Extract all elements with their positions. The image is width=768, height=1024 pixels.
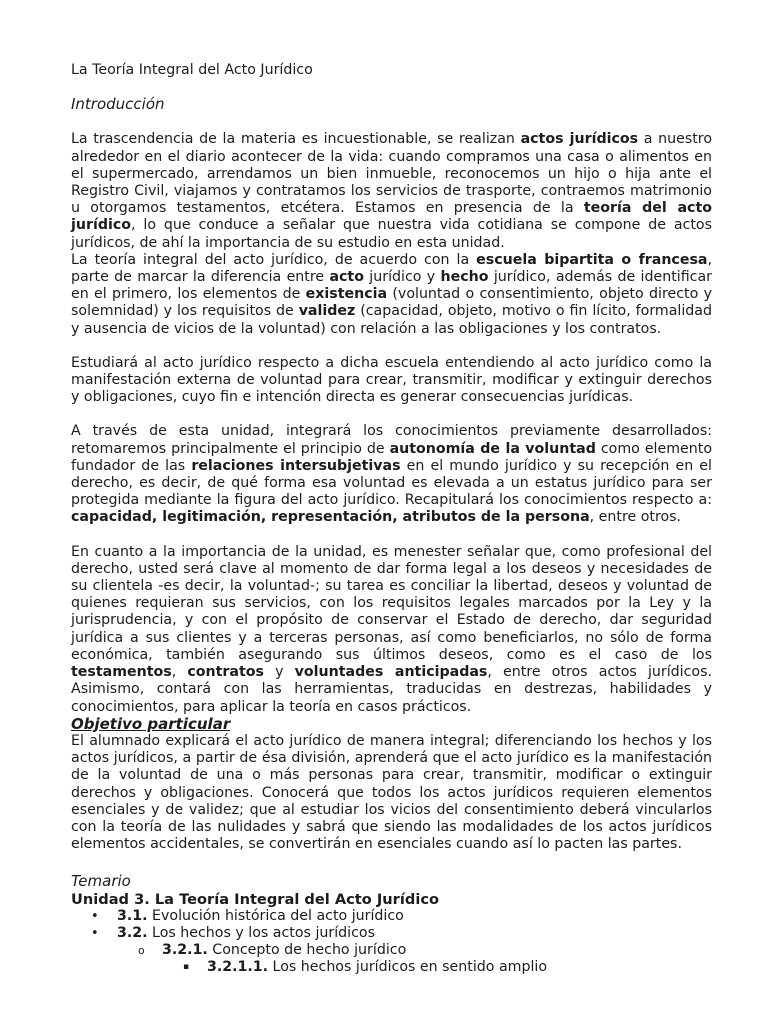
text-run: en el mundo jurídico y su recepción en el derecho, es decir, de qué forma esa voluntad es elevada a un estatus jurídico para ser protegida mediante la figura del acto jurídico. Recapitulará los conocimientos respecto a:	[71, 457, 712, 509]
text-run: como elemento fundador de las	[71, 440, 713, 474]
text-run: En cuanto a la importancia de la unidad, es menester señalar que, como profesional del derecho, usted será clave al momento de dar forma legal a los deseos y necesidades de su clientela -es decir, la voluntad-; su tarea es conciliar la libertad, deseos y voluntad de quienes requieran sus servicios, con los requisitos legales marcados por la Ley y la jurisprudencia, y con el propósito de conservar el Estado de derecho, dar seguridad jurídica a sus clientes y a terceras personas, así como beneficiarlos, no sólo de forma económica, también asegurando sus últimos deseos, como es el caso de los	[71, 543, 712, 663]
item-number: 3.2.1.	[162, 942, 208, 959]
temario-heading: Temario	[71, 872, 131, 891]
item-text: Evolución histórica del acto jurídico	[147, 907, 404, 924]
bold-term: escuela bipartita o francesa	[476, 251, 708, 268]
text-run: jurídico y	[363, 269, 441, 286]
bold-term: acto	[329, 269, 364, 286]
bold-term: testamentos	[71, 664, 172, 681]
document-title: La Teoría Integral del Acto Jurídico	[71, 62, 313, 78]
text-run: (capacidad, objeto, motivo o fin lícito, formalidad y ausencia de vicios de la voluntad) con relación a las obligaciones y los contratos.	[71, 303, 713, 337]
list-item	[71, 942, 712, 959]
bold-term: capacidad, legitimación, representación, atributos de la persona	[71, 509, 590, 526]
square-bullet-icon: ▪	[183, 962, 190, 973]
bold-term: actos jurídicos	[520, 131, 639, 148]
text-run: , lo que conduce a señalar que nuestra vida cotidiana se compone de actos jurídicos, de ahí la importancia de su estudio en esta unidad.	[71, 217, 712, 251]
paragraph-2	[71, 252, 712, 338]
item-number: 3.2.1.1.	[207, 959, 269, 976]
item-number: 3.2.	[117, 924, 148, 941]
bold-term: relaciones intersubjetivas	[191, 457, 401, 474]
bold-term: autonomía de la voluntad	[389, 440, 596, 457]
circle-bullet-icon: o	[138, 944, 145, 958]
text-run: , entre otros actos jurídicos. Asimismo, contará con las herramientas, traducidas en destrezas, habilidades y conocimientos, para aplicar la teoría en casos prácticos.	[71, 664, 713, 715]
list-item	[71, 959, 712, 976]
text-run: La trascendencia de la materia es incuestionable, se realizan	[71, 131, 521, 148]
paragraph-objective: El alumnado explicará el acto jurídico de manera integral; diferenciando los hechos y los actos jurídicos, a partir de ésa división, aprenderá que el acto jurídico es la manifestación de la voluntad de una o más personas para crear, transmitir, modificar o extinguir derechos y obligaciones. Conocerá que todos los actos jurídicos requieren elementos esenciales y de validez; que al estudiar los vicios del consentimiento deberá vincularlos con la teoría de las nulidades y sabrá que siendo las modalidades de los actos jurídicos elementos accidentales, se convertirán en esenciales cuando así lo pacten las partes.	[71, 732, 712, 853]
bold-term: contratos	[187, 664, 264, 681]
paragraph-1	[71, 131, 712, 251]
bold-term: existencia	[305, 286, 388, 303]
text-run: La teoría integral del acto jurídico, de acuerdo con la	[71, 251, 477, 268]
temario-list	[71, 908, 712, 977]
bold-term: teoría del acto jurídico	[71, 200, 712, 234]
paragraph-3: Estudiará al acto jurídico respecto a dicha escuela entendiendo al acto jurídico como la manifestación externa de voluntad para crear, transmitir, modificar y extinguir derechos y obligaciones, cuyo fin e intención directa es generar consecuencias jurídicas.	[71, 354, 712, 406]
paragraph-4	[71, 423, 712, 526]
text-run: ,	[171, 664, 188, 681]
bullet-icon: •	[91, 925, 99, 941]
item-text: Los hechos jurídicos en sentido amplio	[268, 959, 548, 976]
text-run: jurídico, además de identificar en el primero, los elementos de	[71, 269, 712, 303]
paragraph-5	[71, 544, 712, 716]
bold-term: voluntades anticipadas	[294, 664, 488, 681]
bold-term: validez	[298, 303, 356, 320]
item-text: Los hechos y los actos jurídicos	[147, 924, 375, 941]
text-run: (voluntad o consentimiento, objeto directo y solemnidad) y los requisitos de	[71, 286, 712, 320]
text-run: y	[263, 664, 295, 681]
unit-heading: Unidad 3. La Teoría Integral del Acto Jurídico	[71, 890, 440, 908]
objective-heading: Objetivo particular	[71, 714, 231, 733]
text-run: a nuestro alrededor en el diario acontecer de la vida: cuando compramos una casa o alimentos en el supermercado, arrendamos un bien inmueble, reconocemos un hijo o hija ante el Registro Civil, viajamos y contratamos los servicios de trasporte, contraemos matrimonio u otorgamos testamentos, etcétera. Estamos en presencia de la	[71, 131, 713, 217]
text-run: , entre otros.	[589, 509, 682, 526]
text-run: A través de esta unidad, integrará los conocimientos previamente desarrollados: retomaremos principalmente el principio de	[71, 423, 712, 457]
list-item	[71, 925, 712, 942]
item-number: 3.1.	[117, 907, 148, 924]
list-item	[71, 908, 712, 925]
bold-term: hecho	[440, 269, 489, 286]
text-run: , parte de marcar la diferencia entre	[71, 251, 712, 286]
item-text: Concepto de hecho jurídico	[207, 942, 407, 959]
introduction-heading: Introducción	[71, 95, 165, 114]
bullet-icon: •	[91, 908, 99, 924]
